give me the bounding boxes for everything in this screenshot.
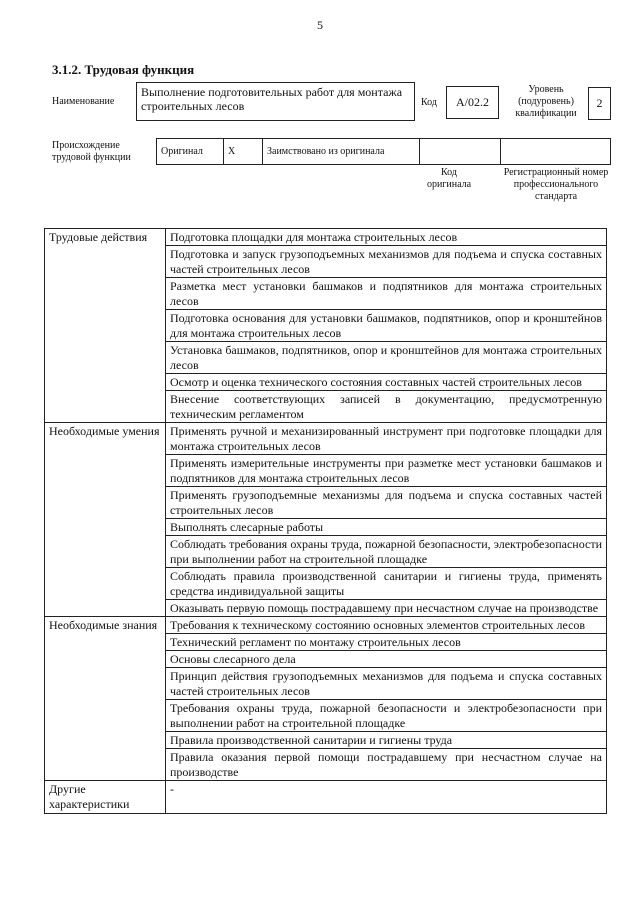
table-cell-item: Выполнять слесарные работы — [166, 519, 607, 536]
table-cell-item: Требования охраны труда, пожарной безопасности и электробезопасности при выполнении работ на строительной площадке — [166, 700, 607, 732]
table-row — [45, 423, 607, 455]
table-row — [45, 781, 607, 814]
section-label: Трудовые действия — [45, 229, 166, 423]
table-cell-item: Требования к техническому состоянию основных элементов строительных лесов — [166, 617, 607, 634]
origin-code-cell — [420, 139, 501, 165]
function-name-box: Выполнение подготовительных работ для монтажа строительных лесов — [136, 82, 415, 121]
origin-label: Происхождение трудовой функции — [52, 140, 131, 163]
table-cell-item: Принцип действия грузоподъемных механизмов для подъема и спуска составных частей строительных лесов — [166, 668, 607, 700]
table-cell-item: Подготовка площадки для монтажа строительных лесов — [166, 229, 607, 246]
section-title: 3.1.2. Трудовая функция — [52, 62, 195, 77]
code-value-box: А/02.2 — [446, 86, 499, 119]
page-number: 5 — [317, 18, 323, 32]
section-label: Другие характеристики — [45, 781, 166, 814]
table-cell-item: Разметка мест установки башмаков и подпятников для монтажа строительных лесов — [166, 278, 607, 310]
code-label: Код — [421, 97, 437, 108]
table-cell-item: Применять измерительные инструменты при разметке мест установки башмаков и подпятников для монтажа строительных лесов — [166, 455, 607, 487]
section-label: Необходимые знания — [45, 617, 166, 781]
origin-original-mark: X — [224, 139, 263, 165]
table-cell-item: Подготовка основания для установки башмаков, подпятников, опор и кронштейнов для монтажа строительных лесов — [166, 310, 607, 342]
table-cell-item: Соблюдать требования охраны труда, пожарной безопасности, электробезопасности при выполнении работ на строительной площадке — [166, 536, 607, 568]
table-cell-item: Осмотр и оценка технического состояния составных частей строительных лесов — [166, 374, 607, 391]
qualification-level-box: 2 — [588, 87, 611, 120]
table-row — [45, 229, 607, 246]
origin-reg-cell — [501, 139, 611, 165]
table-cell-item: - — [166, 781, 607, 814]
name-label: Наименование — [52, 96, 115, 107]
table-cell-item: Правила производственной санитарии и гигиены труда — [166, 732, 607, 749]
reg-number-caption: Регистрационный номер профессионального стандарта — [503, 167, 609, 202]
table-cell-item: Внесение соответствующих записей в документацию, предусмотренную техническим регламентом — [166, 391, 607, 423]
table-cell-item: Основы слесарного дела — [166, 651, 607, 668]
original-code-caption: Код оригинала — [426, 167, 472, 190]
function-details-table — [44, 228, 607, 814]
section-label: Необходимые умения — [45, 423, 166, 617]
qualification-level-label: Уровень (подуровень) квалификации — [515, 84, 577, 119]
table-cell-item: Соблюдать правила производственной санитарии и гигиены труда, применять средства индивидуальной защиты — [166, 568, 607, 600]
origin-original-label: Оригинал — [157, 139, 224, 165]
table-cell-item: Правила оказания первой помощи пострадавшему при несчастном случае на производстве — [166, 749, 607, 781]
table-cell-item: Установка башмаков, подпятников, опор и кронштейнов для монтажа строительных лесов — [166, 342, 607, 374]
origin-borrowed-label: Заимствовано из оригинала — [263, 139, 420, 165]
table-cell-item: Технический регламент по монтажу строительных лесов — [166, 634, 607, 651]
origin-table — [156, 138, 611, 165]
table-row — [45, 617, 607, 634]
table-cell-item: Применять ручной и механизированный инструмент при подготовке площадки для монтажа строительных лесов — [166, 423, 607, 455]
table-cell-item: Оказывать первую помощь пострадавшему при несчастном случае на производстве — [166, 600, 607, 617]
table-cell-item: Подготовка и запуск грузоподъемных механизмов для подъема и спуска составных частей строительных лесов — [166, 246, 607, 278]
table-cell-item: Применять грузоподъемные механизмы для подъема и спуска составных частей строительных лесов — [166, 487, 607, 519]
